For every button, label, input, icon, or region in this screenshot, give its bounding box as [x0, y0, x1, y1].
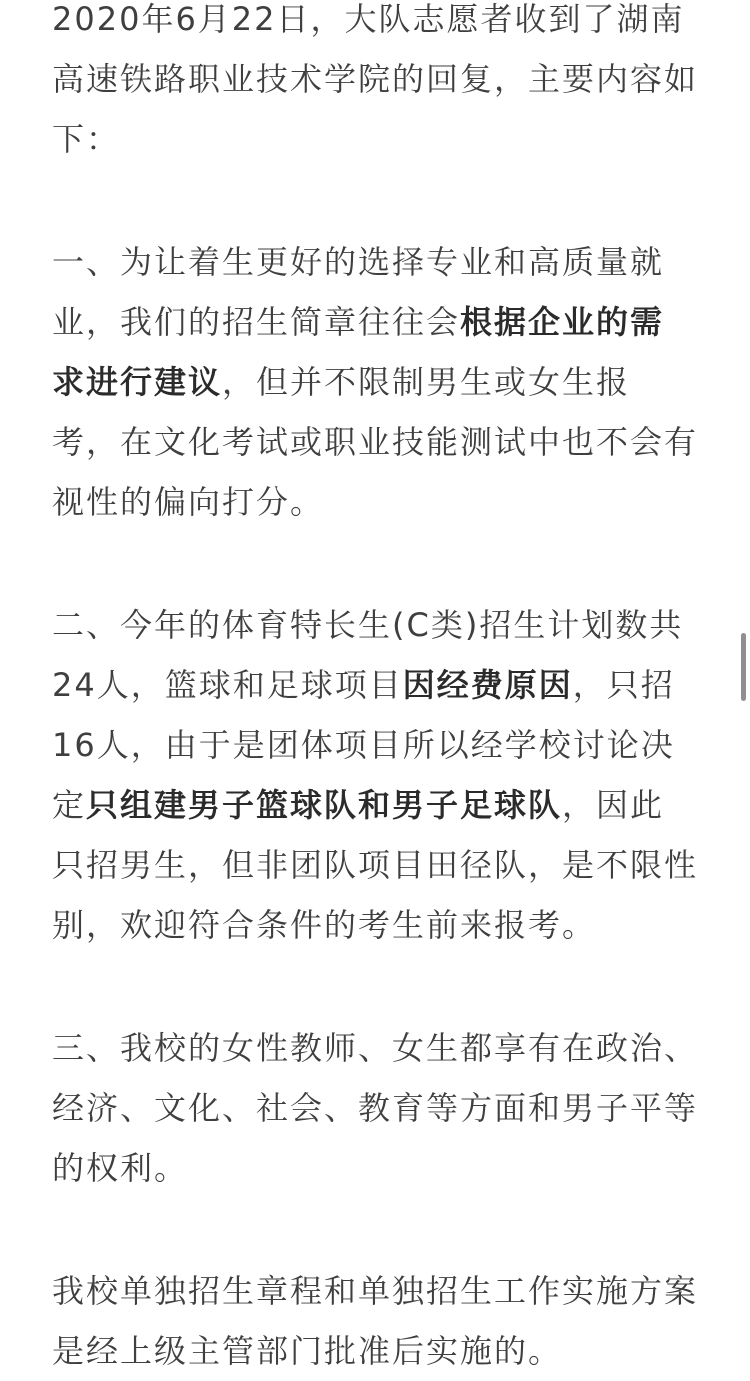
article-body [52, 0, 698, 1381]
point-three-text: 三、我校的女性教师、女生都享有在政治、经济、文化、社会、教育等方面和男子平等的权利。 [52, 1029, 699, 1187]
point-three-paragraph [52, 1018, 698, 1198]
point-one-text-end: ，但并不限制男生或女生报考，在文化考试或职业技能测试中也不会有视性的偏向打分。 [52, 363, 699, 521]
point-two-emphasis-funding: 因经费原因 [402, 666, 573, 704]
point-two-text-middle: ，只招16人，由于是团体项目所以经学校讨论决定 [52, 666, 675, 824]
closing-paragraph [52, 1261, 698, 1381]
point-two-paragraph [52, 595, 698, 955]
intro-text: 2020年6月22日，大队志愿者收到了湖南高速铁路职业技术学院的回复，主要内容如下： [52, 0, 699, 158]
point-two-emphasis-teams: 只组建男子篮球队和男子足球队 [86, 786, 563, 824]
point-one-text: 一、为让着生更好的选择专业和高质量就业，我们的招生简章往往会 [52, 243, 665, 341]
closing-text: 我校单独招生章程和单独招生工作实施方案是经上级主管部门批准后实施的。 [52, 1272, 699, 1370]
point-two-text-end: ，因此只招男生，但非团队项目田径队，是不限性别，欢迎符合条件的考生前来报考。 [52, 786, 699, 944]
point-two-text: 二、今年的体育特长生(C类)招生计划数共24人，篮球和足球项目 [52, 606, 684, 704]
point-one-paragraph [52, 232, 698, 532]
point-one-emphasis: 根据企业的需求进行建议 [52, 303, 665, 401]
scrollbar-thumb[interactable] [741, 633, 746, 701]
intro-paragraph [52, 0, 698, 169]
